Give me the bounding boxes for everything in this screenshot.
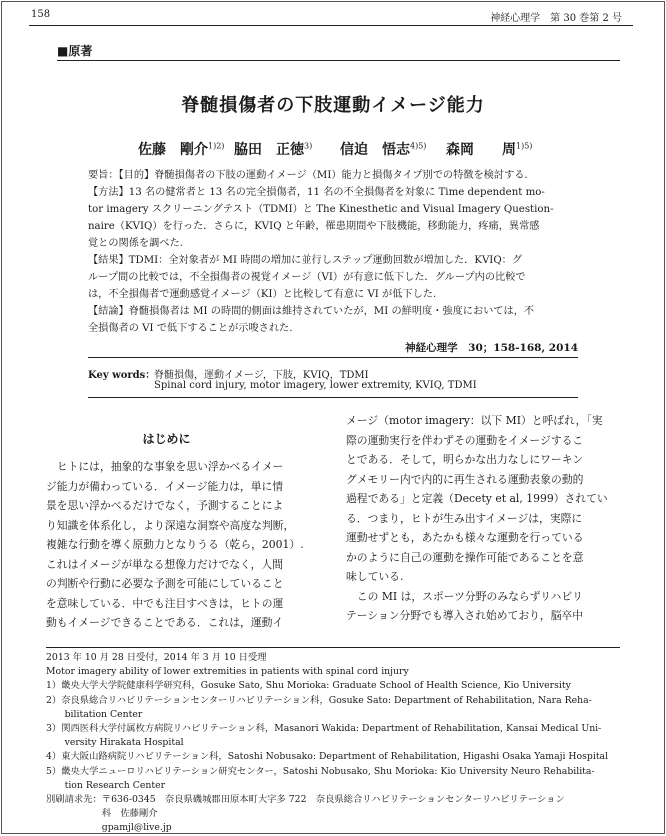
- author-affiliation: 1)5): [516, 141, 533, 151]
- footnote-line: 科 佐藤剛介: [46, 808, 158, 820]
- body-line: を意味している．中でも注目すべきは，ヒトの運: [46, 596, 284, 610]
- body-line: グメモリー内で内的に再生される運動表象の動的: [346, 472, 584, 486]
- intro-right-column: [346, 411, 620, 626]
- footnote-line: 2013 年 10 月 28 日受付，2014 年 3 月 10 日受理: [46, 652, 267, 663]
- body-line: かのように自己の運動を操作可能であることを意: [346, 550, 584, 564]
- footnote-line: 5）畿央大学ニューロリハビリテーション研究センター，Satoshi Nobusako, Shu Morioka: Kio University Neuro Rehabilita-: [46, 765, 595, 777]
- abstract-rule: [88, 357, 578, 358]
- author-affiliation: 1)2): [208, 141, 225, 151]
- body-line: この MI は，スポーツ分野のみならずリハビリ: [346, 589, 583, 603]
- abstract-line: 【結論】脊髄損傷者は MI の時間的側面は維持されていたが，MI の鮮明度・強度においては，不: [88, 306, 535, 317]
- abstract-line: 【結果】TDMI：全対象者が MI 時間の増加に並行しステップ運動回数が増加した．KVIQ：グ: [88, 255, 523, 266]
- author-name: 脇田 正徳: [234, 142, 304, 158]
- body-line: テーション分野でも導入され始めており，脳卒中: [346, 609, 584, 622]
- footnotes: [46, 651, 620, 836]
- footnote-line: Motor imagery ability of lower extremities in patients with spinal cord injury: [46, 666, 409, 678]
- body-line: ヒトには，抽象的な事象を思い浮かべるイメー: [46, 460, 284, 473]
- footnote-line: 1）畿央大学大学院健康科学研究科，Gosuke Sato, Shu Morioka: Graduate School of Health Science, Kio University: [46, 680, 571, 692]
- abstract: [88, 167, 578, 337]
- body-line: る．つまり，ヒトが生み出すイメージは，実際に: [346, 511, 583, 525]
- author-1: [138, 139, 224, 159]
- author-name: 森岡 周: [446, 142, 516, 158]
- body-line: り知識を体系化し，より深遠な洞察や高度な判断，: [46, 518, 295, 532]
- footnote-line: 別刷請求先：〒636-0345 奈良県磯城郡田原本町大字多 722 奈良県総合リハビリテーションセンターリハビリテーション: [46, 794, 565, 806]
- author-2: [234, 139, 312, 159]
- footnote-line: bilitation Center: [46, 708, 143, 720]
- abstract-line: は，不全損傷者で運動感覚イメージ（KI）と比較して有意に VI が低下した.: [88, 289, 437, 300]
- journal-citation: 神経心理学 30；158-168, 2014: [405, 342, 578, 354]
- author-affiliation: 3): [304, 141, 313, 151]
- keywords-rule: [88, 397, 578, 398]
- paper-title: 脊髄損傷者の下肢運動イメージ能力: [181, 95, 485, 116]
- keywords-japanese: 脊髄損傷，運動イメージ，下肢，KVIQ，TDMI: [154, 370, 369, 381]
- intro-heading: はじめに: [142, 432, 191, 446]
- body-line: とである．そして，明らかな出力なしにワーキン: [346, 453, 584, 466]
- abstract-line: naire（KVIQ）を行った．さらに，KVIQ と年齢，罹患期間や下肢機能，移動能力，疼痛，異常感: [88, 221, 540, 232]
- abstract-line: tor imagery スクリーニングテスト（TDMI）と The Kinesthetic and Visual Imagery Question-: [88, 204, 554, 215]
- body-line: 際の運動実行を伴わずその運動をイメージするこ: [346, 433, 584, 447]
- body-line: 味している.: [346, 570, 404, 583]
- author-name: 佐藤 剛介: [138, 142, 208, 158]
- author-name: 信迫 悟志: [340, 142, 410, 158]
- abstract-line: ループ間の比較では，不全損傷者の視覚イメージ（VI）が有意に低下した．グループ内の比較で: [88, 272, 526, 283]
- footnote-line: gpamjl@live.jp: [46, 822, 172, 834]
- abstract-line: 要旨：【目的】脊髄損傷者の下肢の運動イメージ（MI）能力と損傷タイプ別での特徴を検討する.: [88, 170, 528, 181]
- header-rule: [29, 25, 633, 26]
- body-line: の判断や行動に必要な予測を可能にしていること: [46, 577, 284, 590]
- keywords-english: Spinal cord injury, motor imagery, lower extremity, KVIQ, TDMI: [154, 380, 477, 391]
- footnote-line: tion Research Center: [46, 779, 166, 791]
- title-rule: [57, 60, 620, 61]
- abstract-line: 覚との関係を調べた.: [88, 238, 183, 249]
- body-line: ジ能力が備わっている．イメージ能力は，単に情: [46, 479, 284, 493]
- body-line: 運動せずとも，あたかも様々な運動を行っている: [346, 531, 584, 544]
- author-3: [340, 139, 426, 159]
- abstract-line: 全損傷者の VI で低下することが示唆された.: [88, 323, 293, 334]
- keywords-label: Key words：: [88, 370, 156, 381]
- body-line: 複雑な行動を導く原動力となりうる（乾ら，2001）.: [46, 538, 304, 551]
- body-line: 動もイメージできることである．これは，運動イ: [46, 616, 284, 629]
- body-line: 景を思い浮かべるだけでなく，予測することによ: [46, 499, 284, 512]
- body-line: これはイメージが単なる想像力だけでなく，人間: [46, 557, 283, 571]
- footnote-rule: [46, 647, 620, 648]
- footnote-line: versity Hirakata Hospital: [46, 737, 184, 749]
- footnote-line: 4）東大阪山路病院リハビリテーション科，Satoshi Nobusako: Department of Rehabilitation, Higashi Osaka Yamaji Hospital: [46, 751, 609, 763]
- intro-left-column: [46, 457, 320, 633]
- body-line: 過程である」と定義（Decety et al, 1999）されてい: [346, 492, 608, 505]
- journal-issue: 神経心理学 第 30 巻第 2 号: [490, 13, 622, 24]
- article-type: ■原著: [57, 44, 93, 58]
- author-4: [446, 139, 532, 159]
- abstract-line: 【方法】13 名の健常者と 13 名の完全損傷者，11 名の不全損傷者を対象に Time dependent mo-: [88, 187, 545, 198]
- footnote-line: 2）奈良県総合リハビリテーションセンターリハビリテーション科，Gosuke Sato: Department of Rehabilitation, Nara Reha-: [46, 694, 592, 706]
- author-affiliation: 4)5): [410, 141, 427, 151]
- footnote-line: 3）関西医科大学付属枚方病院リハビリテーション科，Masanori Wakida: Department of Rehabilitation, Kansai Medical Uni-: [46, 723, 602, 735]
- body-line: メージ（motor imagery：以下 MI）と呼ばれ，「実: [346, 414, 603, 427]
- page-number: 158: [31, 9, 51, 20]
